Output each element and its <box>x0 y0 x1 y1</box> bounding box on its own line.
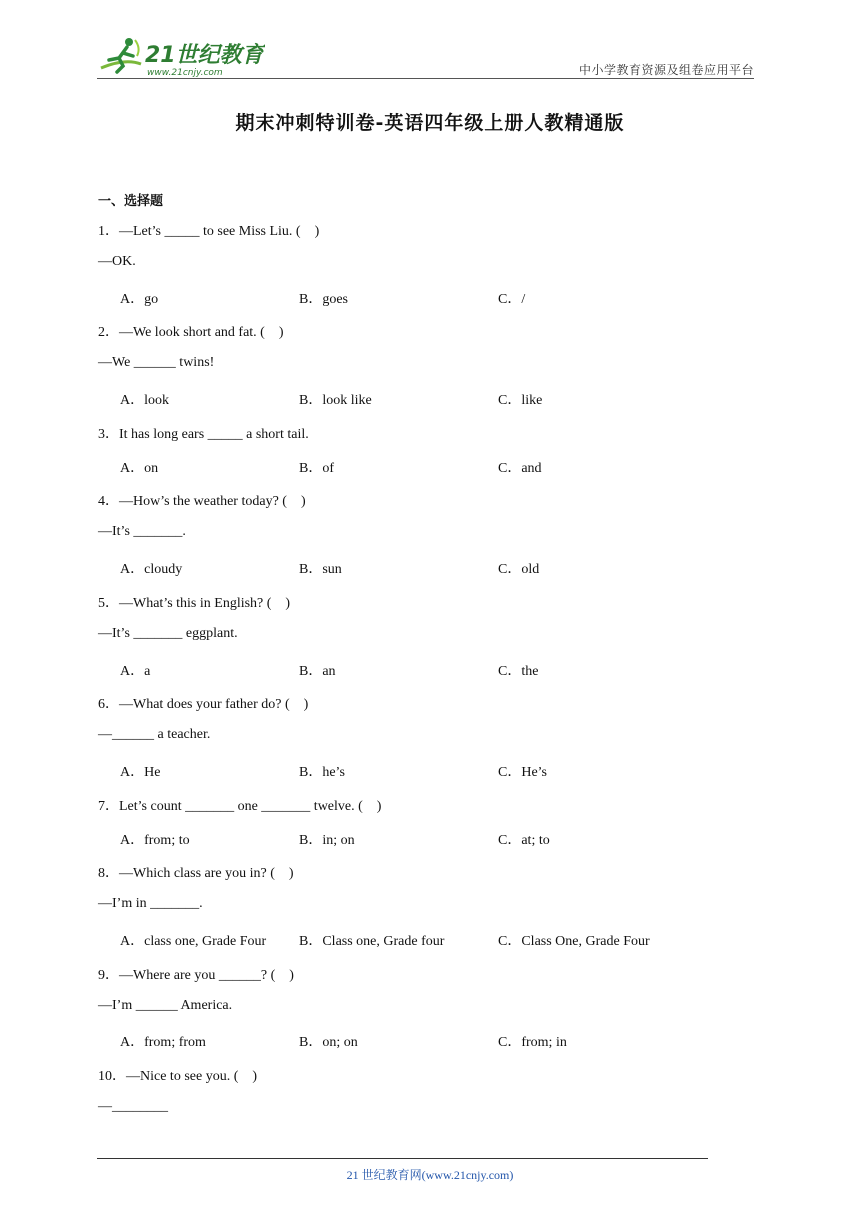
question-8-stem: 8．—Which class are you in? ( ) <box>98 866 294 881</box>
question-6-stem: 6．—What does your father do? ( ) <box>98 697 309 712</box>
question-5-option-a: A．a <box>120 664 151 679</box>
question-8-option-a: A．class one, Grade Four <box>120 934 267 949</box>
logo-url: www.21cnjy.com <box>147 68 223 78</box>
question-10-reply: —________ <box>98 1099 168 1114</box>
site-logo <box>95 34 265 80</box>
question-2-option-b: B．look like <box>299 393 372 408</box>
page-title: 期末冲刺特训卷-英语四年级上册人教精通版 <box>235 112 625 134</box>
question-3-option-a: A．on <box>120 461 159 476</box>
question-6-option-b: B．he’s <box>299 765 345 780</box>
question-1-stem: 1．—Let’s _____ to see Miss Liu. ( ) <box>98 224 320 239</box>
question-4-stem: 4．—How’s the weather today? ( ) <box>98 494 306 509</box>
question-7-option-b: B．in; on <box>299 833 355 848</box>
question-2-stem: 2．—We look short and fat. ( ) <box>98 325 284 340</box>
question-3-option-b: B．of <box>299 461 334 476</box>
question-5-option-c: C．the <box>498 664 539 679</box>
question-5-option-b: B．an <box>299 664 336 679</box>
question-7-option-a: A．from; to <box>120 833 190 848</box>
question-8-option-c: C．Class One, Grade Four <box>498 934 650 949</box>
question-9-option-b: B．on; on <box>299 1035 358 1050</box>
question-1-option-c: C．/ <box>498 292 526 307</box>
question-5-reply: —It’s _______ eggplant. <box>98 626 238 641</box>
logo-text: 21世纪教育 <box>145 43 264 68</box>
question-1-option-b: B．goes <box>299 292 348 307</box>
question-1-option-a: A．go <box>120 292 159 307</box>
question-10-stem: 10．—Nice to see you. ( ) <box>98 1069 258 1084</box>
question-9-option-a: A．from; from <box>120 1035 206 1050</box>
question-3-option-c: C．and <box>498 461 542 476</box>
question-6-reply: —______ a teacher. <box>98 727 211 742</box>
question-2-option-c: C．like <box>498 393 543 408</box>
question-4-option-a: A．cloudy <box>120 562 183 577</box>
footer-divider <box>97 1158 708 1159</box>
header-divider <box>97 78 754 79</box>
question-4-option-b: B．sun <box>299 562 342 577</box>
question-5-stem: 5．—What’s this in English? ( ) <box>98 596 291 611</box>
question-8-option-b: B．Class one, Grade four <box>299 934 445 949</box>
question-9-option-c: C．from; in <box>498 1035 567 1050</box>
footer-text: 21 世纪教育网(www.21cnjy.com) <box>346 1168 514 1182</box>
question-9-stem: 9．—Where are you ______? ( ) <box>98 968 294 983</box>
runner-logo-icon <box>101 38 141 72</box>
question-1-reply: —OK. <box>98 254 136 269</box>
question-9-reply: —I’m ______ America. <box>98 998 233 1013</box>
question-7-stem: 7．Let’s count _______ one _______ twelve. ( ) <box>98 799 382 814</box>
question-3-stem: 3．It has long ears _____ a short tail. <box>98 427 309 442</box>
section-title: 一、选择题 <box>98 194 164 209</box>
question-2-reply: —We ______ twins! <box>98 355 215 370</box>
question-6-option-a: A．He <box>120 765 161 780</box>
question-4-option-c: C．old <box>498 562 540 577</box>
question-6-option-c: C．He’s <box>498 765 547 780</box>
header-slogan: 中小学教育资源及组卷应用平台 <box>578 63 754 77</box>
question-7-option-c: C．at; to <box>498 833 550 848</box>
question-2-option-a: A．look <box>120 393 169 408</box>
question-8-reply: —I’m in _______. <box>98 896 203 911</box>
question-4-reply: —It’s _______. <box>98 524 186 539</box>
